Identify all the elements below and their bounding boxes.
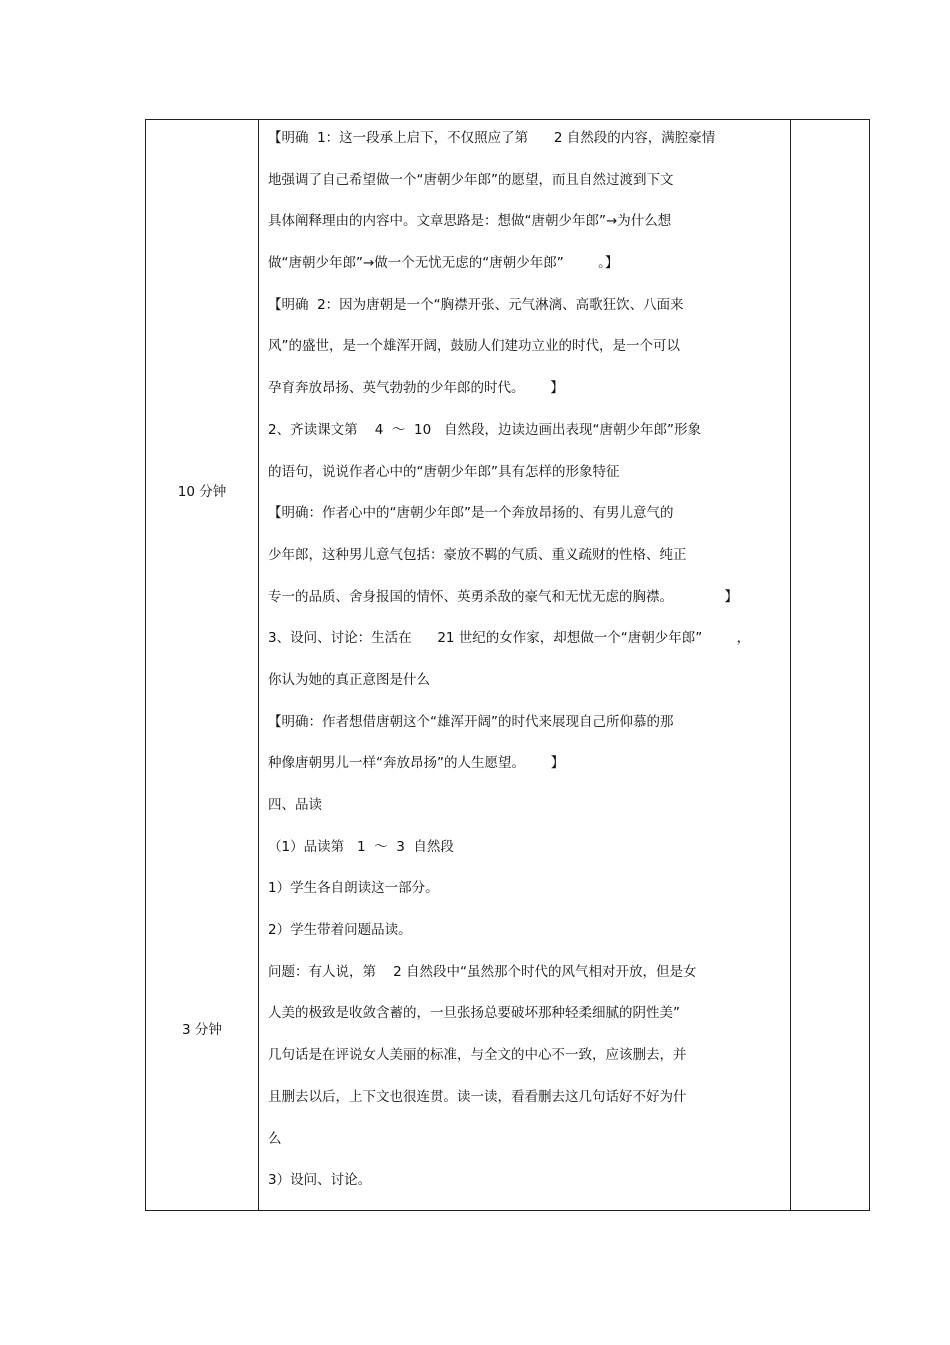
text-line: 你认为她的真正意图是什么 bbox=[268, 671, 430, 688]
note-column bbox=[791, 120, 870, 1211]
text-line: 孕育奔放昂扬、英气勃勃的少年郎的时代。 】 bbox=[268, 380, 564, 397]
text-line: 少年郎，这种男儿意气包括：豪放不羁的气质、重义疏财的性格、纯正 bbox=[268, 546, 687, 563]
text-line: 地强调了自己希望做一个“唐朝少年郎”的愿望，而且自然过渡到下文 bbox=[268, 171, 674, 188]
content-column bbox=[259, 120, 791, 1211]
time-label-10min: 10 分钟 bbox=[177, 484, 227, 500]
table-row bbox=[146, 120, 870, 1211]
text-line: 四、品读 bbox=[268, 797, 322, 813]
text-line: 【明确 1：这一段承上启下，不仅照应了第 2 自然段的内容，满腔豪情 bbox=[268, 130, 716, 146]
text-line: （1）品读第 1 ～ 3 自然段 bbox=[268, 838, 454, 855]
text-line: 2、齐读课文第 4 ～ 10 自然段，边读边画出表现“唐朝少年郎”形象 bbox=[268, 421, 702, 438]
text-line: 几句话是在评说女人美丽的标准，与全文的中心不一致，应该删去，并 bbox=[268, 1047, 687, 1064]
text-line: 【明确 2：因为唐朝是一个“胸襟开张、元气淋漓、高歌狂饮、八面来 bbox=[268, 296, 684, 313]
text-line: 种像唐朝男儿一样“奔放昂扬”的人生愿望。 】 bbox=[268, 755, 565, 772]
content-lines bbox=[259, 120, 790, 1210]
text-line: 么 bbox=[268, 1130, 282, 1147]
text-line: 2）学生带着问题品读。 bbox=[268, 922, 412, 939]
text-line: 且删去以后，上下文也很连贯。读一读，看看删去这几句话好不好为什 bbox=[268, 1088, 687, 1105]
time-column bbox=[146, 120, 259, 1211]
text-line: 【明确：作者想借唐朝这个“雄浑开阔”的时代来展现自己所仰慕的那 bbox=[268, 713, 674, 730]
lesson-plan-table bbox=[145, 119, 870, 1211]
text-line: 人美的极致是收敛含蓄的，一旦张扬总要破坏那种轻柔细腻的阴性美” bbox=[268, 1005, 680, 1022]
text-line: 3）设问、讨论。 bbox=[268, 1172, 372, 1189]
text-line: 1）学生各自朗读这一部分。 bbox=[268, 880, 439, 897]
text-line: 【明确：作者心中的“唐朝少年郎”是一个奔放昂扬的、有男儿意气的 bbox=[268, 505, 674, 522]
time-label-3min: 3 分钟 bbox=[182, 1022, 222, 1038]
text-line: 风”的盛世，是一个雄浑开阔，鼓励人们建功立业的时代，是一个可以 bbox=[268, 338, 680, 355]
text-line: 做“唐朝少年郎”→做一个无忧无虑的“唐朝少年郎” 。】 bbox=[268, 255, 619, 272]
text-line: 专一的品质、舍身报国的情怀、英勇杀敌的豪气和无忧无虑的胸襟。 】 bbox=[268, 588, 738, 605]
text-line: 3、设问、讨论：生活在 21 世纪的女作家，却想做一个“唐朝少年郎” ， bbox=[268, 630, 751, 647]
text-line: 具体阐释理由的内容中。文章思路是：想做“唐朝少年郎”→为什么想 bbox=[268, 213, 672, 230]
text-line: 的语句，说说作者心中的“唐朝少年郎”具有怎样的形象特征 bbox=[268, 463, 620, 480]
text-line: 问题：有人说，第 2 自然段中“虽然那个时代的风气相对开放，但是女 bbox=[268, 963, 697, 980]
